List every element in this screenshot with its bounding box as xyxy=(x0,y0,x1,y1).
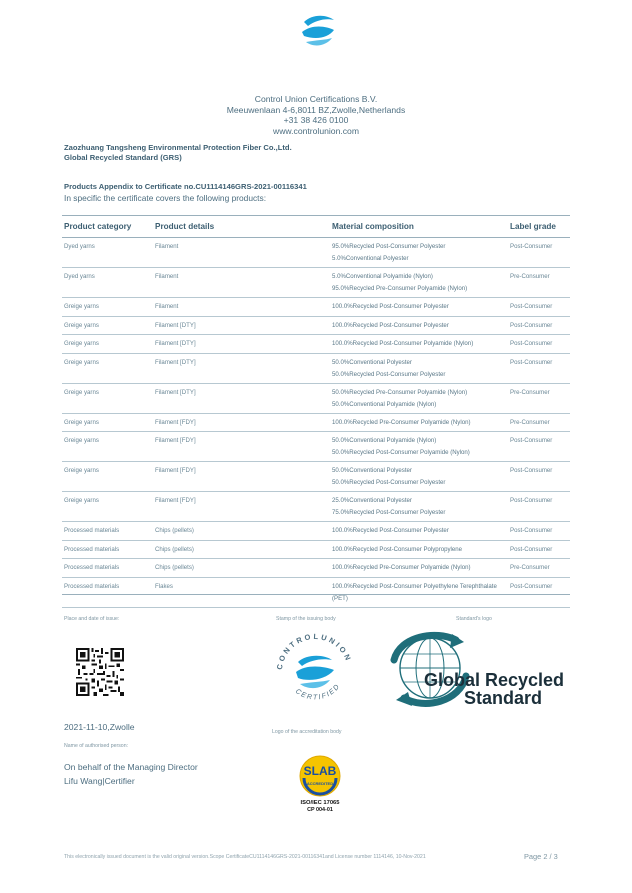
table-row xyxy=(62,522,570,541)
category-cell: Dyed yarns xyxy=(62,238,153,268)
composition-cell xyxy=(330,462,508,492)
composition-line: 100.0%Recycled Post-Consumer Polyester xyxy=(332,303,449,310)
details-cell: Chips (pellets) xyxy=(153,559,330,578)
grade-cell: Post-Consumer xyxy=(508,298,570,317)
details-cell: Filament xyxy=(153,238,330,268)
category-cell: Dyed yarns xyxy=(62,268,153,298)
place-date-label: Place and date of issue: xyxy=(64,616,120,622)
grade-cell: Post-Consumer xyxy=(508,432,570,462)
composition-line: 50.0%Conventional Polyester xyxy=(332,467,412,474)
authorised-person-label: Name of authorised person: xyxy=(64,743,129,749)
table-row xyxy=(62,316,570,335)
composition-line: 50.0%Conventional Polyester xyxy=(332,358,412,366)
category-cell: Greige yarns xyxy=(62,316,153,335)
details-cell: Filament [DTY] xyxy=(153,316,330,335)
column-header: Label grade xyxy=(508,216,570,238)
grade-cell: Post-Consumer xyxy=(508,353,570,383)
category-cell: Processed materials xyxy=(62,540,153,559)
composition-line: 100.0%Recycled Post-Consumer Polyester xyxy=(332,527,449,534)
composition-line: 5.0%Conventional Polyamide (Nylon) xyxy=(332,273,433,280)
grade-cell: Post-Consumer xyxy=(508,335,570,354)
details-cell: Filament [DTY] xyxy=(153,353,330,383)
composition-cell xyxy=(330,268,508,298)
details-cell: Filament xyxy=(153,298,330,317)
category-cell: Greige yarns xyxy=(62,492,153,522)
composition-cell xyxy=(330,298,508,317)
category-cell: Processed materials xyxy=(62,559,153,578)
composition-cell xyxy=(330,353,508,383)
slab-text: SLAB xyxy=(303,764,337,778)
stamp-arc-bottom: CERTIFIED xyxy=(293,682,342,702)
category-cell: Greige yarns xyxy=(62,413,153,432)
grs-logo xyxy=(390,630,572,712)
details-cell: Filament [FDY] xyxy=(153,462,330,492)
standard-name: Global Recycled Standard (GRS) xyxy=(64,152,182,162)
stamp-label: Stamp of the issuing body xyxy=(276,616,336,622)
grade-cell: Pre-Consumer xyxy=(508,383,570,413)
table-end-divider xyxy=(62,594,570,595)
composition-cell xyxy=(330,413,508,432)
composition-cell xyxy=(330,577,508,607)
composition-line: 50.0%Recycled Pre-Consumer Polyamide (Nylon) xyxy=(332,388,468,396)
control-union-certified-stamp xyxy=(270,628,360,712)
grade-cell: Post-Consumer xyxy=(508,540,570,559)
table-row xyxy=(62,383,570,413)
table-header-row xyxy=(62,216,570,238)
iso-standard-text: ISO/IEC 17065 xyxy=(300,800,340,806)
details-cell: Filament xyxy=(153,268,330,298)
details-cell: Filament [FDY] xyxy=(153,432,330,462)
composition-cell xyxy=(330,432,508,462)
issuer-phone: +31 38 426 0100 xyxy=(283,115,349,125)
slab-accredited-text: ACCREDITED xyxy=(306,781,334,786)
table-row xyxy=(62,462,570,492)
composition-cell xyxy=(330,335,508,354)
stamp-wave-icon xyxy=(296,656,334,688)
column-header: Product category xyxy=(62,216,153,238)
table-row xyxy=(62,335,570,354)
appendix-subtitle: In specific the certificate covers the following products: xyxy=(64,193,267,203)
grade-cell: Pre-Consumer xyxy=(508,559,570,578)
composition-line: 95.0%Recycled Pre-Consumer Polyamide (Nylon) xyxy=(332,285,468,292)
column-header: Product details xyxy=(153,216,330,238)
composition-line: 100.0%Recycled Post-Consumer Polyamide (Nylon) xyxy=(332,340,474,347)
table-row xyxy=(62,559,570,578)
composition-line: 100.0%Recycled Post-Consumer Polypropylene xyxy=(332,545,463,553)
grs-logo-line1: Global Recycled xyxy=(424,670,565,690)
details-cell: Flakes xyxy=(153,577,330,607)
composition-line: 50.0%Recycled Post-Consumer Polyamide (Nylon) xyxy=(332,449,470,456)
page-number: Page 2 / 3 xyxy=(524,852,558,861)
composition-line: 95.0%Recycled Post-Consumer Polyester xyxy=(332,243,446,250)
company-name: Zaozhuang Tangsheng Environmental Protection Fiber Co.,Ltd. xyxy=(64,143,292,152)
composition-line: 100.0%Recycled Pre-Consumer Polyamide (Nylon) xyxy=(332,418,471,426)
composition-line: 50.0%Recycled Post-Consumer Polyester xyxy=(332,370,446,378)
accreditation-label: Logo of the accreditation body xyxy=(272,729,342,735)
category-cell: Greige yarns xyxy=(62,432,153,462)
category-cell: Greige yarns xyxy=(62,298,153,317)
table-row xyxy=(62,577,570,607)
grade-cell: Post-Consumer xyxy=(508,492,570,522)
composition-line: 100.0%Recycled Post-Consumer Polyethylene Terephthalate (PET) xyxy=(332,582,497,602)
standard-logo-label: Standard's logo xyxy=(456,616,492,622)
qr-code-icon[interactable] xyxy=(76,648,124,696)
table-row xyxy=(62,268,570,298)
grade-cell: Pre-Consumer xyxy=(508,413,570,432)
category-cell: Greige yarns xyxy=(62,462,153,492)
composition-line: 75.0%Recycled Post-Consumer Polyester xyxy=(332,509,446,516)
table-body xyxy=(62,238,570,608)
control-union-logo-icon xyxy=(298,12,338,50)
composition-cell xyxy=(330,383,508,413)
composition-cell xyxy=(330,492,508,522)
category-cell: Greige yarns xyxy=(62,383,153,413)
grade-cell: Pre-Consumer xyxy=(508,268,570,298)
table-row xyxy=(62,353,570,383)
composition-line: 5.0%Conventional Polyester xyxy=(332,255,409,262)
issuer-name: Control Union Certifications B.V. xyxy=(254,94,378,104)
category-cell: Processed materials xyxy=(62,577,153,607)
composition-line: 100.0%Recycled Post-Consumer Polyester xyxy=(332,321,449,329)
details-cell: Chips (pellets) xyxy=(153,522,330,541)
products-table xyxy=(62,215,570,608)
composition-line: 50.0%Conventional Polyamide (Nylon) xyxy=(332,437,437,444)
certificate-holder xyxy=(64,143,292,162)
composition-line: 50.0%Recycled Post-Consumer Polyester xyxy=(332,479,446,486)
composition-cell xyxy=(330,238,508,268)
composition-cell xyxy=(330,522,508,541)
table-row xyxy=(62,298,570,317)
grade-cell: Post-Consumer xyxy=(508,462,570,492)
slab-accreditation-logo xyxy=(290,752,350,816)
grs-logo-line2: Standard xyxy=(464,688,543,708)
grade-cell: Post-Consumer xyxy=(508,522,570,541)
details-cell: Filament [DTY] xyxy=(153,383,330,413)
details-cell: Filament [FDY] xyxy=(153,492,330,522)
accreditation-number: CP 004-01 xyxy=(307,807,333,813)
issuer-header xyxy=(0,94,632,136)
authorised-person xyxy=(64,760,198,788)
table-row xyxy=(62,413,570,432)
table-row xyxy=(62,238,570,268)
grade-cell: Post-Consumer xyxy=(508,577,570,607)
certifier-name: Lifu Wang|Certifier xyxy=(64,776,135,786)
details-cell: Filament [DTY] xyxy=(153,335,330,354)
behalf-text: On behalf of the Managing Director xyxy=(64,762,198,772)
issuer-address: Meeuwenlaan 4-6,8011 BZ,Zwolle,Netherlands xyxy=(226,104,406,115)
stamp-arc-top: CONTROLUNION xyxy=(274,631,354,671)
composition-cell xyxy=(330,316,508,335)
svg-text:CONTROLUNION xyxy=(275,632,354,670)
grade-cell: Post-Consumer xyxy=(508,316,570,335)
issue-date: 2021-11-10,Zwolle xyxy=(64,722,135,732)
composition-line: 100.0%Recycled Pre-Consumer Polyamide (Nylon) xyxy=(332,564,471,571)
footer-validity-text: This electronically issued document is the valid original version.Scope CertificateCU1114146GRS-2021-00116341and License number 1114146, 10-Nov-2021 xyxy=(64,854,426,860)
composition-line: 50.0%Conventional Polyamide (Nylon) xyxy=(332,400,437,408)
composition-cell xyxy=(330,540,508,559)
table-row xyxy=(62,432,570,462)
category-cell: Greige yarns xyxy=(62,335,153,354)
column-header: Material composition xyxy=(330,216,508,238)
details-cell: Chips (pellets) xyxy=(153,540,330,559)
table-row xyxy=(62,492,570,522)
composition-cell xyxy=(330,559,508,578)
issuer-website[interactable]: www.controlunion.com xyxy=(273,125,359,136)
grade-cell: Post-Consumer xyxy=(508,238,570,268)
table-row xyxy=(62,540,570,559)
composition-line: 25.0%Conventional Polyester xyxy=(332,497,412,504)
details-cell: Filament [FDY] xyxy=(153,413,330,432)
appendix-title: Products Appendix to Certificate no.CU1114146GRS-2021-00116341 xyxy=(64,182,307,191)
category-cell: Greige yarns xyxy=(62,353,153,383)
category-cell: Processed materials xyxy=(62,522,153,541)
